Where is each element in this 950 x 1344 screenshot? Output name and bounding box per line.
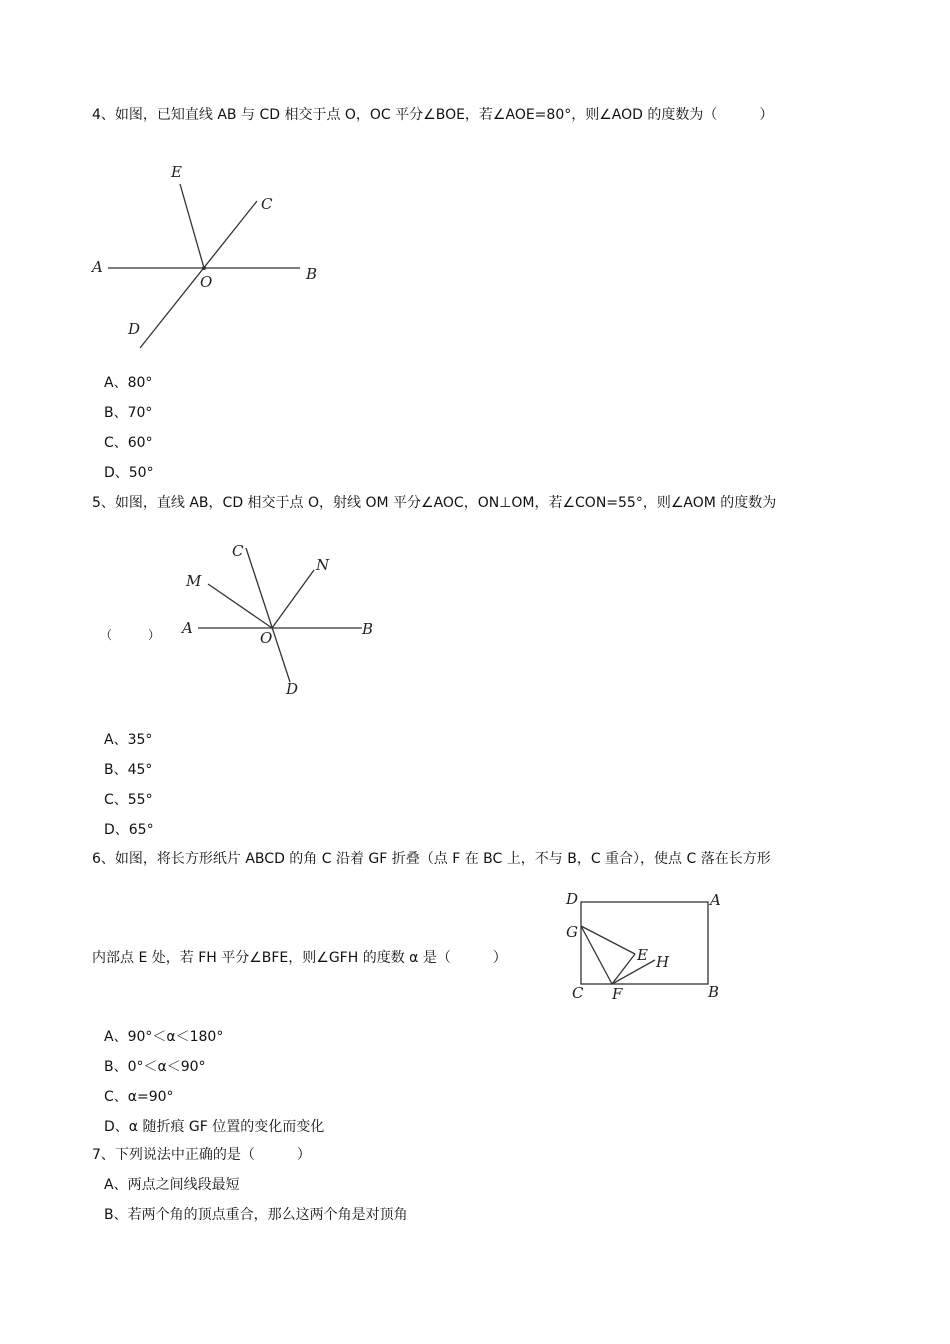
q4-option-d[interactable]: D、50°: [104, 465, 154, 481]
fig4-label-O: O: [200, 273, 213, 291]
question-5-figure: [176, 540, 386, 702]
fig6-label-D: D: [566, 890, 579, 908]
fig6-label-A: A: [710, 891, 721, 909]
fig6-label-F: F: [612, 985, 623, 1003]
fig4-label-A: A: [92, 258, 103, 276]
fig6-label-E: E: [637, 946, 648, 964]
fig5-label-A: A: [182, 619, 193, 637]
q7-option-a[interactable]: A、两点之间线段最短: [104, 1177, 240, 1193]
q5-option-b[interactable]: B、45°: [104, 762, 153, 778]
question-6-stem: 6、如图，将长方形纸片 ABCD 的角 C 沿着 GF 折叠（点 F 在 BC 上，不与 B，C 重合），使点 C 落在长方形: [92, 851, 771, 867]
fig4-label-C: C: [261, 195, 273, 213]
q6-option-b[interactable]: B、0°＜α＜90°: [104, 1059, 206, 1075]
q6-option-a[interactable]: A、90°＜α＜180°: [104, 1029, 224, 1045]
question-4-figure: [88, 158, 328, 358]
fig6-label-H: H: [656, 953, 670, 971]
question-5-answer-bracket: （ ）: [100, 628, 161, 642]
question-4-stem: 4、如图，已知直线 AB 与 CD 相交于点 O，OC 平分∠BOE，若∠AOE=80°，则∠AOD 的度数为（ ）: [92, 107, 774, 123]
fig5-label-O: O: [260, 629, 273, 647]
q5-option-d[interactable]: D、65°: [104, 822, 154, 838]
q6-option-c[interactable]: C、α=90°: [104, 1089, 174, 1105]
q4-option-b[interactable]: B、70°: [104, 405, 153, 421]
q6-option-d[interactable]: D、α 随折痕 GF 位置的变化而变化: [104, 1119, 325, 1135]
fig4-label-B: B: [306, 265, 318, 283]
q4-option-c[interactable]: C、60°: [104, 435, 153, 451]
fig6-label-B: B: [708, 983, 720, 1001]
fig5-label-N: N: [316, 556, 330, 574]
q5-option-c[interactable]: C、55°: [104, 792, 153, 808]
question-5-stem: 5、如图，直线 AB，CD 相交于点 O，射线 OM 平分∠AOC，ON⊥OM，若∠CON=55°，则∠AOM 的度数为: [92, 495, 777, 511]
fig4-label-D: D: [128, 320, 141, 338]
fig6-label-C: C: [572, 984, 584, 1002]
q4-option-a[interactable]: A、80°: [104, 375, 153, 391]
q5-option-a[interactable]: A、35°: [104, 732, 153, 748]
fig5-label-M: M: [186, 572, 202, 590]
fig6-label-G: G: [566, 923, 578, 941]
question-6-stem-continued: 内部点 E 处，若 FH 平分∠BFE，则∠GFH 的度数 α 是（ ）: [92, 950, 507, 966]
fig4-label-E: E: [171, 163, 182, 181]
q7-option-b[interactable]: B、若两个角的顶点重合，那么这两个角是对顶角: [104, 1207, 408, 1223]
fig5-label-C: C: [232, 542, 244, 560]
fig5-label-D: D: [286, 680, 299, 698]
question-7-stem: 7、下列说法中正确的是（ ）: [92, 1147, 311, 1163]
fig5-label-B: B: [362, 620, 374, 638]
question-6-figure: [560, 888, 730, 1008]
